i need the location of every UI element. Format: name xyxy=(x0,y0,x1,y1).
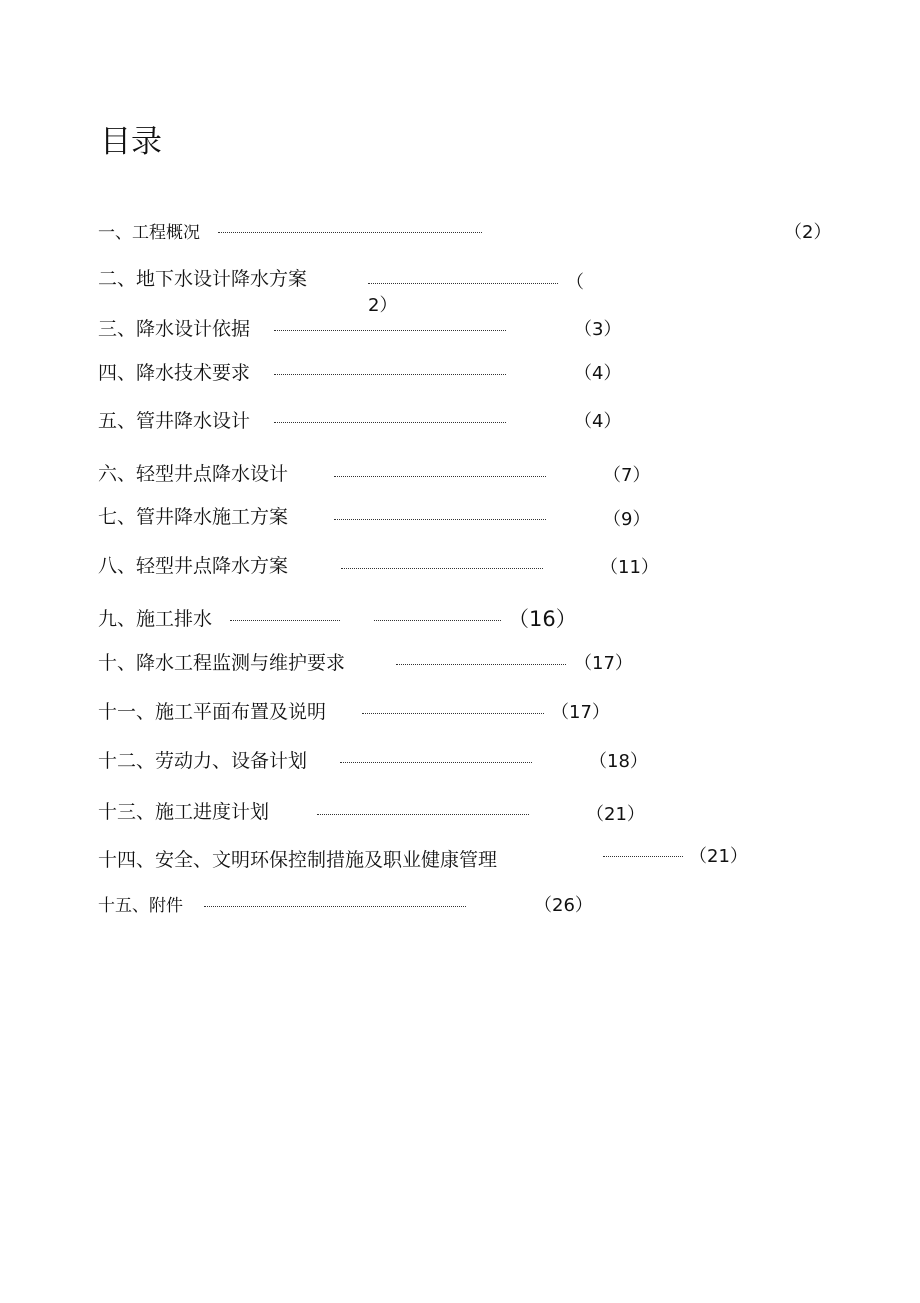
toc-leader-10 xyxy=(396,664,566,665)
toc-leader-11 xyxy=(362,713,544,714)
toc-leader-8 xyxy=(341,568,543,569)
toc-entry-6[interactable]: 六、轻型井点降水设计 xyxy=(98,463,289,485)
toc-entry-2[interactable]: 二、地下水设计降水方案 xyxy=(98,268,308,290)
toc-leader-5 xyxy=(274,422,506,423)
toc-entry-11[interactable]: 十一、施工平面布置及说明 xyxy=(98,701,327,723)
toc-leader-3 xyxy=(274,330,506,331)
toc-leader-12 xyxy=(340,762,532,763)
toc-entry-9[interactable]: 九、施工排水 xyxy=(98,608,213,630)
toc-page-10[interactable]: （17） xyxy=(574,653,633,674)
toc-page-11[interactable]: （17） xyxy=(551,702,610,723)
toc-entry-8[interactable]: 八、轻型井点降水方案 xyxy=(98,555,289,577)
toc-entry-13[interactable]: 十三、施工进度计划 xyxy=(98,801,270,823)
toc-entry-12[interactable]: 十二、劳动力、设备计划 xyxy=(98,750,308,772)
toc-entry-7[interactable]: 七、管井降水施工方案 xyxy=(98,506,289,528)
toc-entry-4[interactable]: 四、降水技术要求 xyxy=(98,362,251,384)
toc-page-12[interactable]: （18） xyxy=(589,751,648,772)
toc-page-1[interactable]: （2） xyxy=(784,222,832,243)
toc-entry-1[interactable]: 一、工程概况 xyxy=(98,223,200,243)
toc-page-5[interactable]: （4） xyxy=(574,411,622,432)
toc-page-3[interactable]: （3） xyxy=(574,319,622,340)
toc-leader-1 xyxy=(218,232,482,233)
toc-leader-4 xyxy=(274,374,506,375)
toc-leader-9a xyxy=(230,620,340,621)
toc-page-13[interactable]: （21） xyxy=(586,804,645,825)
toc-entry-3[interactable]: 三、降水设计依据 xyxy=(98,318,251,340)
toc-page-4[interactable]: （4） xyxy=(574,363,622,384)
toc-leader-6 xyxy=(334,476,546,477)
toc-leader-7 xyxy=(334,519,546,520)
toc-page-6[interactable]: （7） xyxy=(603,465,651,486)
toc-leader-2 xyxy=(368,283,558,284)
toc-page-15[interactable]: （26） xyxy=(534,895,593,916)
toc-page-7[interactable]: （9） xyxy=(603,509,651,530)
toc-page-8[interactable]: （11） xyxy=(600,557,659,578)
toc-page-2[interactable]: 2） xyxy=(368,295,398,316)
toc-leader-14 xyxy=(603,856,683,857)
toc-entry-14[interactable]: 十四、安全、文明环保控制措施及职业健康管理 xyxy=(98,849,498,871)
toc-leader-9b xyxy=(374,620,501,621)
toc-leader-15 xyxy=(204,906,466,907)
toc-entry-5[interactable]: 五、管井降水设计 xyxy=(98,410,251,432)
page-title: 目录 xyxy=(100,124,162,160)
toc-page-2-open[interactable]: （ xyxy=(566,272,584,293)
toc-page-9[interactable]: （16） xyxy=(508,607,577,631)
toc-page-14[interactable]: （21） xyxy=(689,846,748,867)
toc-leader-13 xyxy=(317,814,529,815)
toc-entry-15[interactable]: 十五、附件 xyxy=(98,896,183,916)
toc-entry-10[interactable]: 十、降水工程监测与维护要求 xyxy=(98,652,346,674)
